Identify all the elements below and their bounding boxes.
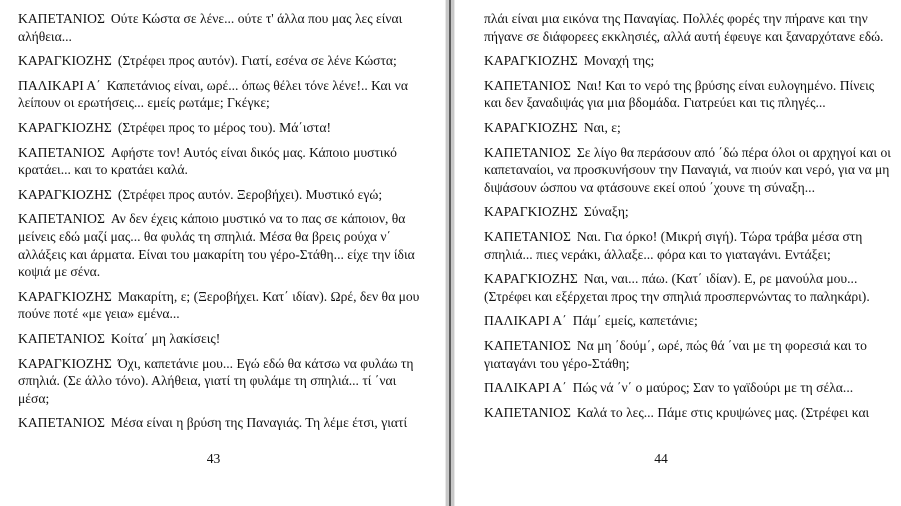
dialogue-text: Καπετάνιος είναι, ωρέ... όπως θέλει τόνε λένε!.. Και να λείπουν οι ερωτήσεις... εμείς ρωτάμε; Γκέγκε; [18,77,408,111]
dialogue-paragraph [18,330,421,348]
dialogue-paragraph [484,404,894,422]
dialogue-paragraph [18,77,421,112]
dialogue-text: Ούτε Κώστα σε λένε... ούτε τ' άλλα που μας λες είναι αλήθεια... [18,11,403,44]
dialogue-text: Αν δεν έχεις κάποιο μυστικό να το πας σε κάποιον, θα μείνεις εδώ μαζί μας... θα φυλάς τη σπηλιά. Μέσα θα βρεις ρούχα ν΄ αλλάξεις και άρματα. Είναι του μακαρίτη του γέρο-Στάθη... είχε την ίδια κοψιά με σένα. [18,211,415,280]
dialogue-text: Κοίτα΄ μη λακίσεις! [110,330,221,346]
dialogue-text: Μέσα είναι η βρύση της Παναγιάς. Τη λέμε έτσι, γιατί [110,415,408,431]
speaker-name: ΠΑΛΙΚΑΡΙ Α΄ [18,77,101,93]
speaker-name: ΚΑΡΑΓΚΙΟΖΗΣ [18,119,112,135]
speaker-name: ΠΑΛΙΚΑΡΙ Α΄ [484,313,567,329]
dialogue-text: Ναι, ναι... πάω. (Κατ΄ ιδίαν). Ε, ρε μανούλα μου... (Στρέφει και εξέρχεται προς την σπηλιά προσπερνώντας το παληκάρι). [484,271,870,304]
speaker-name: ΚΑΠΕΤΑΝΙΟΣ [484,144,571,160]
dialogue-paragraph [484,77,894,112]
page-right [457,0,901,506]
speaker-name: ΚΑΡΑΓΚΙΟΖΗΣ [18,288,112,304]
speaker-name: ΚΑΠΕΤΑΝΙΟΣ [484,404,571,420]
dialogue-text: Όχι, καπετάνιε μου... Εγώ εδώ θα κάτσω να φυλάω τη σπηλιά. (Σε άλλο τόνο). Αλήθεια, γιατί τη φυλάμε τη σπηλιά... τί ΄ναι μέσα; [18,355,414,406]
dialogue-text: Πάμ΄ εμείς, καπετάνιε; [572,313,698,329]
speaker-name: ΚΑΡΑΓΚΙΟΖΗΣ [18,53,112,69]
dialogue-text: Μοναχή της; [583,53,655,69]
dialogue-text: Ναι! Και το νερό της βρύσης είναι ευλογημένο. Πίνεις και δεν ξαναδιψάς για μια βδομάδα. Γιατρεύει και τις πληγές... [484,77,875,111]
speaker-name: ΚΑΠΕΤΑΝΙΟΣ [18,11,105,26]
dialogue-text: Να μη ΄δούμ΄, ωρέ, πώς θά ΄ναι με τη φορεσιά και το γιαταγάνι του γέρο-Στάθη; [484,337,867,371]
divider-line [449,0,451,506]
speaker-name: ΚΑΠΕΤΑΝΙΟΣ [18,415,105,431]
dialogue-paragraph [484,379,894,397]
dialogue-paragraph [18,355,421,408]
dialogue-text: Καλά το λες... Πάμε στις κρυψώνες μας. (Στρέφει και [576,404,870,420]
speaker-name: ΚΑΠΕΤΑΝΙΟΣ [484,77,571,93]
page-text [484,10,894,428]
speaker-name: ΚΑΠΕΤΑΝΙΟΣ [18,211,105,227]
page-divider [443,0,457,506]
dialogue-paragraph [484,337,894,372]
dialogue-text: Αφήστε τον! Αυτός είναι δικός μας. Κάποιο μυστικό κρατάει... και το κρατάει καλά. [18,144,397,178]
dialogue-paragraph [18,52,421,70]
dialogue-paragraph [484,10,894,45]
page-number: 43 [206,451,221,466]
dialogue-text: Πώς νά ΄ν΄ ο μαύρος; Σαν το γαϊδούρι με τη σέλα... [572,380,854,396]
dialogue-text: Μακαρίτη, ε; (Ξεροβήχει. Κατ΄ ιδίαν). Ωρέ, δεν θα μου πούνε ποτέ «με γεια» εμένα... [18,288,420,322]
speaker-name: ΚΑΠΕΤΑΝΙΟΣ [18,330,105,346]
speaker-name: ΚΑΡΑΓΚΙΟΖΗΣ [484,119,578,135]
dialogue-text: (Στρέφει προς το μέρος του). Μά΄ιστα! [117,119,331,135]
dialogue-paragraph [18,10,421,45]
dialogue-text: Ναι. Για όρκο! (Μικρή σιγή). Τώρα τράβα μέσα στη σπηλιά... πιες νεράκι, άλλαξε... φόρα και το γιαταγάνι. Εντάξει; [484,228,863,262]
speaker-name: ΚΑΡΑΓΚΙΟΖΗΣ [484,53,578,69]
speaker-name: ΚΑΠΕΤΑΝΙΟΣ [484,228,571,244]
speaker-name: ΚΑΡΑΓΚΙΟΖΗΣ [18,186,112,202]
dialogue-text: (Στρέφει προς αυτόν). Γιατί, εσένα σε λένε Κώστα; [117,53,397,69]
page-number: 44 [654,451,668,466]
dialogue-text: πλάι είναι μια εικόνα της Παναγίας. Πολλές φορές την πήρανε και την πήγανε σε διάφορεες εκκλησιές, αλλά αυτή έφευγε και ξαναρχότανε εδώ. [484,11,884,44]
speaker-name: ΠΑΛΙΚΑΡΙ Α΄ [484,380,567,396]
dialogue-paragraph [484,119,894,137]
page-left [0,0,443,506]
speaker-name: ΚΑΠΕΤΑΝΙΟΣ [484,337,571,353]
dialogue-paragraph [18,144,421,179]
dialogue-text: Σύναξη; [583,204,629,220]
dialogue-paragraph [484,312,894,330]
page-text [18,10,421,439]
speaker-name: ΚΑΡΑΓΚΙΟΖΗΣ [18,355,112,371]
dialogue-paragraph [484,203,894,221]
dialogue-text: Ναι, ε; [583,119,621,135]
dialogue-paragraph [18,186,421,204]
dialogue-paragraph [484,144,894,197]
dialogue-paragraph [18,119,421,137]
speaker-name: ΚΑΠΕΤΑΝΙΟΣ [18,144,105,160]
dialogue-paragraph [484,228,894,263]
dialogue-paragraph [18,210,421,280]
dialogue-text: Σε λίγο θα περάσουν από ΄δώ πέρα όλοι οι αρχηγοί και οι καπεταναίοι, να προσκυνήσουν την Παναγιά, να πιούν και νερό, για να μη διψάσουν ώσπου να φτάσουνε εκεί οπού ΄χουνε τη σύναξη... [484,144,891,195]
speaker-name: ΚΑΡΑΓΚΙΟΖΗΣ [484,204,578,220]
dialogue-paragraph [18,414,421,432]
speaker-name: ΚΑΡΑΓΚΙΟΖΗΣ [484,271,578,287]
dialogue-paragraph [484,52,894,70]
dialogue-paragraph [18,288,421,323]
dialogue-paragraph [484,270,894,305]
dialogue-text: (Στρέφει προς αυτόν. Ξεροβήχει). Μυστικό εγώ; [117,186,383,202]
